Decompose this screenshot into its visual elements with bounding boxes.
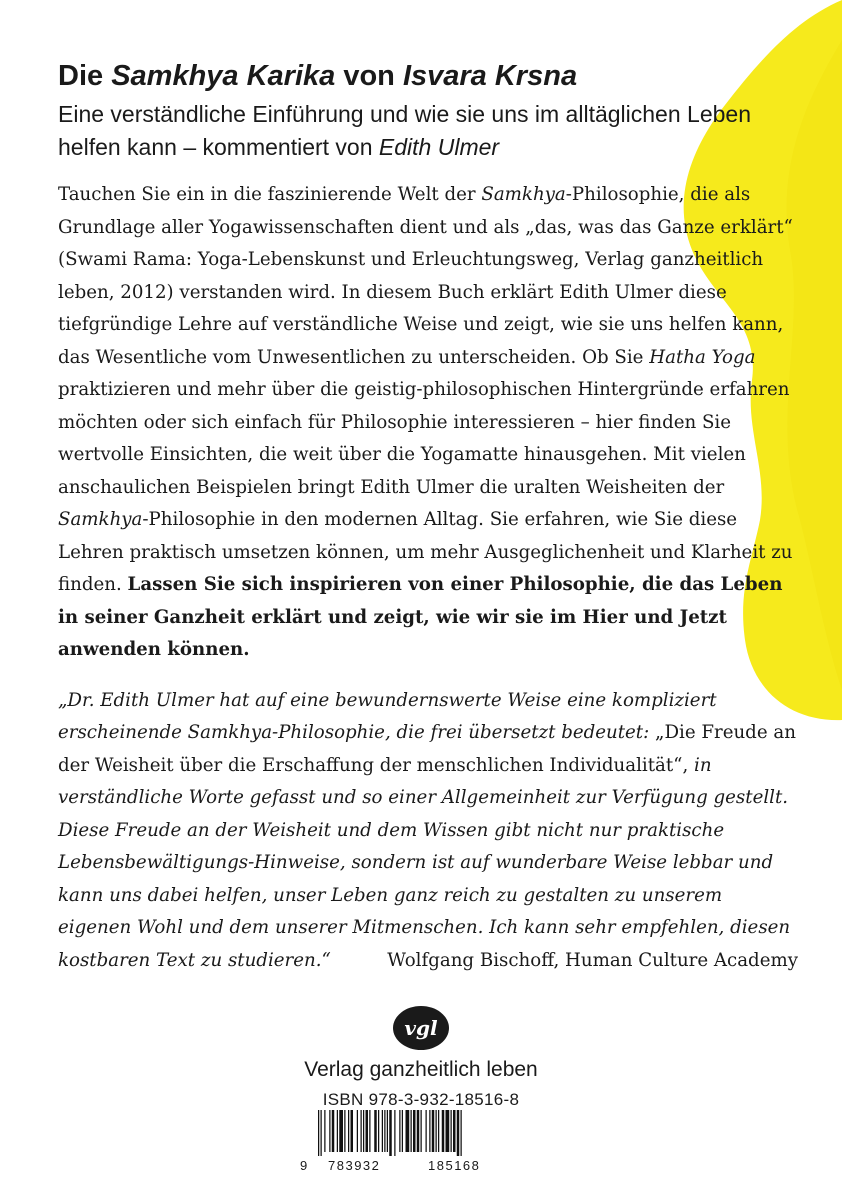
barcode-bar	[357, 1110, 358, 1152]
barcode-bar	[318, 1110, 319, 1156]
barcode-bar	[337, 1110, 338, 1152]
isbn-number: ISBN 978-3-932-18516-8	[322, 1090, 520, 1109]
barcode-bar	[413, 1110, 416, 1152]
barcode-bar	[363, 1110, 364, 1152]
barcode-bar	[361, 1110, 362, 1152]
barcode-digits-right: 185168	[428, 1158, 481, 1173]
barcode-bars	[318, 1110, 526, 1156]
barcode-bar	[432, 1110, 435, 1152]
barcode-bar	[426, 1110, 427, 1152]
testimonial-quote: „Dr. Edith Ulmer hat auf eine bewundernswerte Weise eine kompliziert erscheinende Samkhya-Philosophie, die frei übersetzt bedeutet: „Die Freude an der Weisheit über die Erschaffung der menschlichen Individualität“, in verständliche Worte gefasst und so einer Allgemeinheit zur Verfügung gestellt. Diese Freude an der Weisheit und dem Wissen gibt nicht nur praktische Lebensbewältigungs-Hinweise, sondern ist auf wunderbare Weise lebbar und kann uns dabei helfen, unser Leben ganz reich zu gestalten zu unserem eigenen Wohl und dem unserer Mitmenschen. Ich kann sehr empfehlen, diesen kostbaren Text zu studieren.“ Wolfgang Bischoff, Human Culture Academy	[58, 685, 798, 978]
barcode-bar	[387, 1110, 388, 1152]
blurb-paragraph: Tauchen Sie ein in die faszinierende Welt der Samkhya-Philosophie, die als Grundlage aller Yogawissenschaften dient und als „das, was das Ganze erklärt“ (Swami Rama: Yoga-Lebenskunst und Erleuchtungsweg, Verlag ganzheitlich leben, 2012) verstanden wird. In diesem Buch erklärt Edith Ulmer diese tiefgründige Lehre auf verständliche Weise und zeigt, wie sie uns helfen kann, das Wesentliche vom Unwesentlichen zu unterscheiden. Ob Sie Hatha Yoga praktizieren und mehr über die geistig-philosophischen Hintergründe erfahren möchten oder sich einfach für Philosophie interessieren – hier finden Sie wertvolle Einsichten, die weit über die Yogamatte hinausgehen. Mit vielen anschaulichen Beispielen bringt Edith Ulmer die uralten Weisheiten der Samkhya-Philosophie in den modernen Alltag. Sie erfahren, wie Sie diese Lehren praktisch umsetzen können, um mehr Ausgeglichenheit und Klarheit zu finden. Lassen Sie sich inspirieren von einer Philosophie, die das Leben in seiner Ganzheit erklärt und zeigt, wie wir sie im Hier und Jetzt anwenden können.	[58, 184, 793, 660]
barcode-bar	[339, 1110, 343, 1152]
back-cover-text	[58, 58, 798, 977]
barcode-bar	[351, 1110, 354, 1152]
barcode-digits-left: 783932	[328, 1158, 381, 1173]
barcode-bar	[461, 1110, 462, 1156]
barcode-digit-first: 9	[300, 1158, 309, 1173]
barcode-bar	[384, 1110, 385, 1152]
barcode-bar	[366, 1110, 369, 1152]
publisher-name: Verlag ganzheitlich leben	[304, 1058, 538, 1081]
barcode-bar	[321, 1110, 322, 1156]
book-title: Die Samkhya Karika von Isvara Krsna	[58, 60, 578, 92]
publisher-block	[0, 1005, 842, 1110]
barcode-bar	[436, 1110, 437, 1152]
barcode-bar	[442, 1110, 445, 1152]
barcode-bar	[389, 1110, 392, 1156]
barcode-bar	[369, 1110, 370, 1152]
publisher-logo-icon	[392, 1005, 450, 1051]
barcode-bar	[329, 1110, 330, 1152]
barcode-bar	[438, 1110, 439, 1152]
barcode-bar	[406, 1110, 410, 1152]
barcode-bar	[451, 1110, 452, 1152]
barcode-bar	[457, 1110, 460, 1156]
barcode-bar	[402, 1110, 403, 1152]
testimonial-attribution: Wolfgang Bischoff, Human Culture Academy	[387, 949, 798, 971]
barcode-bar	[382, 1110, 383, 1152]
barcode-bar	[324, 1110, 325, 1152]
barcode	[300, 1110, 532, 1176]
logo-text: vgl	[404, 1016, 438, 1040]
barcode-bar	[394, 1110, 395, 1156]
barcode-bar	[399, 1110, 400, 1152]
barcode-bar	[332, 1110, 335, 1152]
barcode-bar	[344, 1110, 345, 1152]
barcode-bar	[348, 1110, 349, 1152]
barcode-bar	[446, 1110, 450, 1152]
blurb-highlight: Lassen Sie sich inspirieren von einer Philosophie, die das Leben in seiner Ganzheit erklärt und zeigt, wie wir sie im Hier und Jetzt anwenden können.	[58, 574, 783, 660]
barcode-bar	[421, 1110, 422, 1152]
barcode-bar	[429, 1110, 430, 1152]
barcode-bar	[374, 1110, 377, 1152]
barcode-bar	[411, 1110, 412, 1152]
barcode-bar	[378, 1110, 379, 1152]
barcode-bar	[453, 1110, 456, 1152]
book-subtitle: Eine verständliche Einführung und wie sie uns im alltäglichen Leben helfen kann – kommentiert von Edith Ulmer	[58, 101, 751, 160]
barcode-bar	[417, 1110, 420, 1152]
